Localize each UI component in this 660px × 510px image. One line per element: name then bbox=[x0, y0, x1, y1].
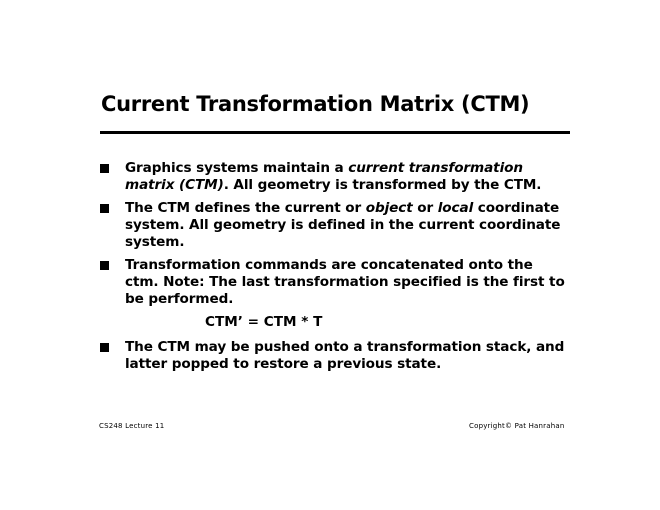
bullet-item bbox=[98, 257, 568, 308]
bullet-italic-text: current transformation matrix (CTM) bbox=[125, 160, 523, 193]
bullet-text: Transformation commands are concatenated onto the ctm. Note: The last transformation specified is the first to be performed. bbox=[125, 257, 565, 307]
bullet-text: Graphics systems maintain a bbox=[125, 160, 349, 176]
bullet-item bbox=[98, 339, 568, 373]
bullet-text: . All geometry is transformed by the CTM. bbox=[223, 177, 542, 193]
square-bullet-icon bbox=[100, 164, 109, 173]
bullet-text: The CTM may be pushed onto a transformation stack, and latter popped to restore a previous state. bbox=[125, 339, 565, 372]
bullet-text: coordinate system. All geometry is defined in the current coordinate system. bbox=[125, 200, 561, 250]
bullet-text: The CTM defines the current or bbox=[125, 200, 366, 216]
square-bullet-icon bbox=[100, 261, 109, 270]
square-bullet-icon bbox=[100, 343, 109, 352]
bullet-text: or bbox=[412, 200, 438, 216]
bullet-list bbox=[98, 160, 568, 379]
bullet-item bbox=[98, 200, 568, 251]
footer-course-label: CS248 Lecture 11 bbox=[99, 422, 165, 430]
ctm-formula: CTM’ = CTM * T bbox=[205, 314, 323, 330]
square-bullet-icon bbox=[100, 204, 109, 213]
bullet-italic-text: object bbox=[365, 200, 413, 216]
footer-copyright: Copyright© Pat Hanrahan bbox=[469, 422, 565, 430]
slide-title: Current Transformation Matrix (CTM) bbox=[101, 92, 530, 116]
title-underline bbox=[100, 131, 570, 134]
bullet-italic-text: local bbox=[437, 200, 474, 216]
bullet-item bbox=[98, 160, 568, 194]
